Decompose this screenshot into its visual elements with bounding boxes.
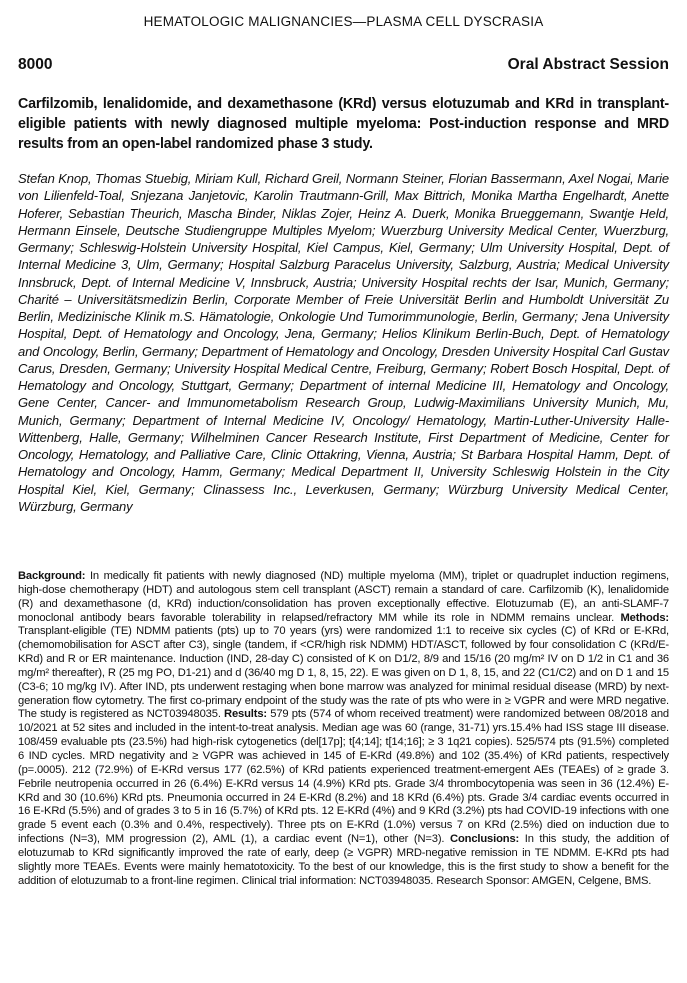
abstract-title: Carfilzomib, lenalidomide, and dexamethasone (KRd) versus elotuzumab and KRd in transplant-eligible patients with newly diagnosed multiple myeloma: Post-induction response and MRD results from an open-label randomized phase 3 study. bbox=[18, 96, 669, 152]
background-text: In medically fit patients with newly diagnosed (ND) multiple myeloma (MM), triplet or quadruplet induction regimens, high-dose chemotherapy (HDT) and autologous stem cell transplant (ASCT) remain a standard of care. Carfilzomib (K), lenalidomide (R) and dexamethasone (d, KRd) induction/consolidation has proven exceptionally effective. Elotuzumab (E), an anti-SLAMF-7 monoclonal antibody bears favorable tolerability in relapsed/refractory MM while its role in NDMM remains unclear. bbox=[18, 570, 669, 624]
methods-text: Transplant-eligible (TE) NDMM patients (pts) up to 70 years (yrs) were randomized 1:1 to receive six cycles (C) of KRd or E-KRd, (chemomobilisation for ASCT after C3), single (tandem, if <CR/high risk NDMM) HDT/ASCT, followed by four consolidation C (KRd/E-KRd) and R or ER maintenance. Induction (IND, 28-day C) consisted of K on D1/2, 8/9 and 15/16 (20 mg/m² IV on D 1/2 in C1 and 36 mg/m² thereafter), R (25 mg PO, D1-21) and d (36/40 mg D 1, 8, 15, 22). E was given on D 1, 8, 15, and 22 (C1/C2) and on D 1 and 15 (C3-6; 10 mg/kg IV). After IND, pts underwent restaging when bone marrow was analyzed for minimal residual disease (MRD) by next-generation flow cytometry. The first co-primary endpoint of the study was the rate of pts who were in ≥ VGPR and were MRD negative. The study is registered as NCT03948035. bbox=[18, 625, 669, 721]
background-label: Background: bbox=[18, 570, 86, 582]
session-type: Oral Abstract Session bbox=[507, 56, 669, 73]
results-text: 579 pts (574 of whom received treatment) were randomized between 08/2018 and 10/2021 at 52 sites and included in the intent-to-treat analysis. Median age was 60 (range, 31-71) yrs.15.4% had ISS stage III disease. 108/459 evaluable pts (23.5%) had high-risk cytogenetics (del[17p]; t[4;14]; t[14;16]; ≥ 3 1q21 copies). 525/574 pts (91.5%) completed 6 IND cycles. MRD negativity and ≥ VGPR was achieved in 145 of E-KRd (49.8%) and 102 (35.4%) of KRd patients, respectively (p=.0005). 212 (72.9%) of E-KRd versus 177 (62.5%) of KRd patients experienced treatment-emergent AEs (TEAEs) of ≥ grade 3. Febrile neutropenia occurred in 26 (6.4%) E-KRd versus 14 (4.9%) KRd pts. Grade 3/4 thrombocytopenia was seen in 36 (12.4%) E-KRd and 30 (10.6%) KRd pts. Pneumonia occurred in 24 E-KRd (8.2%) and 18 KRd (6.4%) pts. Grade 3/4 cardiac events occurred in 16 E-KRd (5.5%) and of grades 3 to 5 in 16 (5.7%) of KRd pts. 12 E-KRd (4%) and 9 KRd (3.2%) pts had COVID-19 infections with one grade 5 event each (0.3% and 0.4%, respectively). Three pts on E-KRd (1.0%) versus 7 on KRd (2.5%) died on induction due to infections (N=3), MM progression (2), AML (1), a cardiac event (N=1), other (N=3). bbox=[18, 708, 669, 846]
conclusions-text: In this study, the addition of elotuzumab to KRd significantly improved the rate of early, deep (≥ VGPR) MRD-negative remission in TE NDMM. E-KRd pts had slightly more TEAEs. Events were mainly hematotoxicity. To the best of our knowledge, this is the first study to show a benefit for the addition of elotuzumab to a front-line regimen. Clinical trial information: NCT03948035. Research Sponsor: AMGEN, Celgene, BMS. bbox=[18, 833, 670, 887]
abstract-number: 8000 bbox=[18, 56, 53, 73]
authors-affiliations: Stefan Knop, Thomas Stuebig, Miriam Kull, Richard Greil, Normann Steiner, Florian Bassermann, Axel Nogai, Marie von Lilienfeld-Toal, Snjezana Janjetovic, Karolin Trautmann-Grill, Max Bittrich, Monika Martha Engelhardt, Anette Hoferer, Sebastian Theurich, Mascha Binder, Niklas Zojer, Heinz A. Duerk, Monika Brueggemann, Swantje Held, Hermann Einsele, Deutsche Studiengruppe Multiples Myelom; Wuerzburg University Medical Center, Wuerzburg, Germany; Schleswig-Holstein University Hospital, Kiel Campus, Kiel, Germany; Ulm University Hospital, Dept. of Internal Medicine 3, Ulm, Germany; Hospital Salzburg Paracelus University, Salzburg, Austria; Medical University Innsbruck, Dept. of Internal Medicine V, Innsbruck, Austria; University Hospital rechts der Isar, Munich, Germany; Charité – Universitätsmedizin Berlin, Corporate Member of Freie Universität Berlin and Humboldt Universität Zu Berlin, Medizinische Klinik m.S. Hämatologie, Onkologie Und Tumorimmunologie, Berlin, Germany; Jena University Hospital, Dept. of Hematology and Oncology, Jena, Germany; Helios Klinikum Berlin-Buch, Dept. of Hematology and Oncology, Berlin, Germany; Department of Hematology and Oncology, Dresden University Hospital Carl Gustav Carus, Dresden, Germany; University Hospital Medical Centre, Freiburg, Germany; Robert Bosch Hospital, Dept. of Hematology and Oncology, Stuttgart, Germany; Department of internal Medicine III, Hematology and Oncology, Gene Center, Cancer- and Immunometabolism Research Group, Ludwig-Maximilians University Munich, Mu, Munich, Germany; Department of Internal Medicine IV, Oncology/ Hematology, Martin-Luther-University Halle-Wittenberg, Halle, Germany; Wilhelminen Cancer Research Institute, First Department of Medicine, Center for Oncology, Hematology, and Palliative Care, Clinic Ottakring, Vienna, Austria; St Barbara Hospital Hamm, Dept. of Hematology and Oncology, Hamm, Germany; Medical Department II, University Schleswig Holstein in the City Hospital Kiel, Kiel, Germany; Clinassess Inc., Leverkusen, Germany; Würzburg University Medical Center, Würzburg, Germany bbox=[18, 171, 669, 514]
results-label: Results: bbox=[224, 708, 267, 721]
conclusions-label: Conclusions: bbox=[450, 833, 520, 846]
section-header: HEMATOLOGIC MALIGNANCIES—PLASMA CELL DYSCRASIA bbox=[143, 14, 544, 29]
methods-label: Methods: bbox=[620, 611, 669, 624]
abstract-body bbox=[18, 570, 669, 888]
